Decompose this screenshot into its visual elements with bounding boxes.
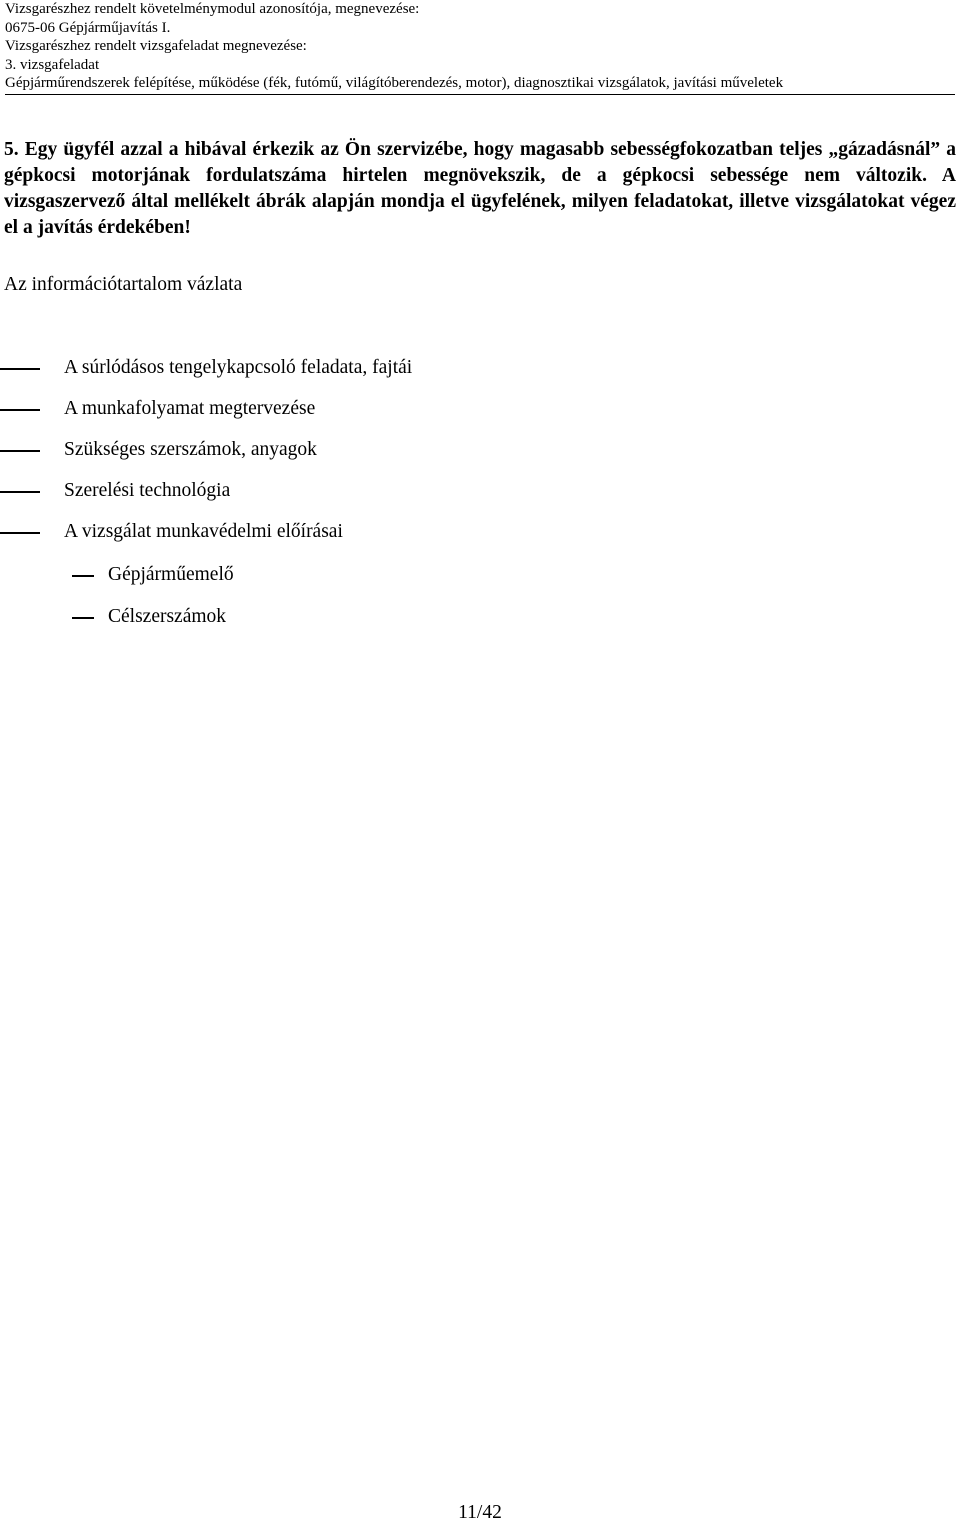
task-label: Vizsgarészhez rendelt vizsgafeladat megnevezése: — [5, 38, 307, 55]
task-topic: Gépjárműrendszerek felépítése, működése (fék, futómű, világítóberendezés, motor), diagnosztikai vizsgálatok, javítási műveletek — [5, 74, 955, 95]
sub-list-item — [0, 603, 960, 645]
outline-title: Az információtartalom vázlata — [4, 274, 243, 295]
module-value: 0675-06 Gépjárműjavítás I. — [5, 19, 171, 36]
list-item — [0, 354, 960, 395]
page-header — [5, 0, 955, 95]
list-item — [0, 518, 960, 559]
sub-list-item — [0, 561, 960, 603]
task-description: 5. Egy ügyfél azzal a hibával érkezik az Ön szervizébe, hogy magasabb sebességfokozatban teljes „gázadásnál” a gépkocsi motorjának fordulatszáma hirtelen megnövekszik, de a gépkocsi sebessége nem változik. A vizsgaszervező által mellékelt ábrák alapján mondja el ügyfelének, milyen feladatokat, illetve vizsgálatokat végez el a javítás érdekében! — [4, 139, 956, 238]
dash-bullet — [72, 575, 94, 577]
list-item-text: A vizsgálat munkavédelmi előírásai — [64, 521, 343, 542]
dash-bullet — [0, 532, 40, 534]
task-value: 3. vizsgafeladat — [5, 56, 100, 73]
list-item — [0, 436, 960, 477]
sub-list-item-text: Célszerszámok — [108, 606, 227, 627]
dash-bullet — [0, 368, 40, 370]
list-item-text: A súrlódásos tengelykapcsoló feladata, fajtái — [64, 357, 413, 378]
list-item-text: Szerelési technológia — [64, 480, 231, 501]
sub-list-item-text: Gépjárműemelő — [108, 564, 234, 585]
list-item — [0, 395, 960, 436]
page-number: 11/42 — [458, 1502, 502, 1523]
dash-bullet — [0, 450, 40, 452]
list-item — [0, 477, 960, 518]
dash-bullet — [0, 491, 40, 493]
list-item-text: Szükséges szerszámok, anyagok — [64, 439, 317, 460]
outline-list — [0, 354, 960, 645]
dash-bullet — [0, 409, 40, 411]
list-item-text: A munkafolyamat megtervezése — [64, 398, 316, 419]
module-label: Vizsgarészhez rendelt követelménymodul azonosítója, megnevezése: — [5, 1, 420, 17]
dash-bullet — [72, 617, 94, 619]
